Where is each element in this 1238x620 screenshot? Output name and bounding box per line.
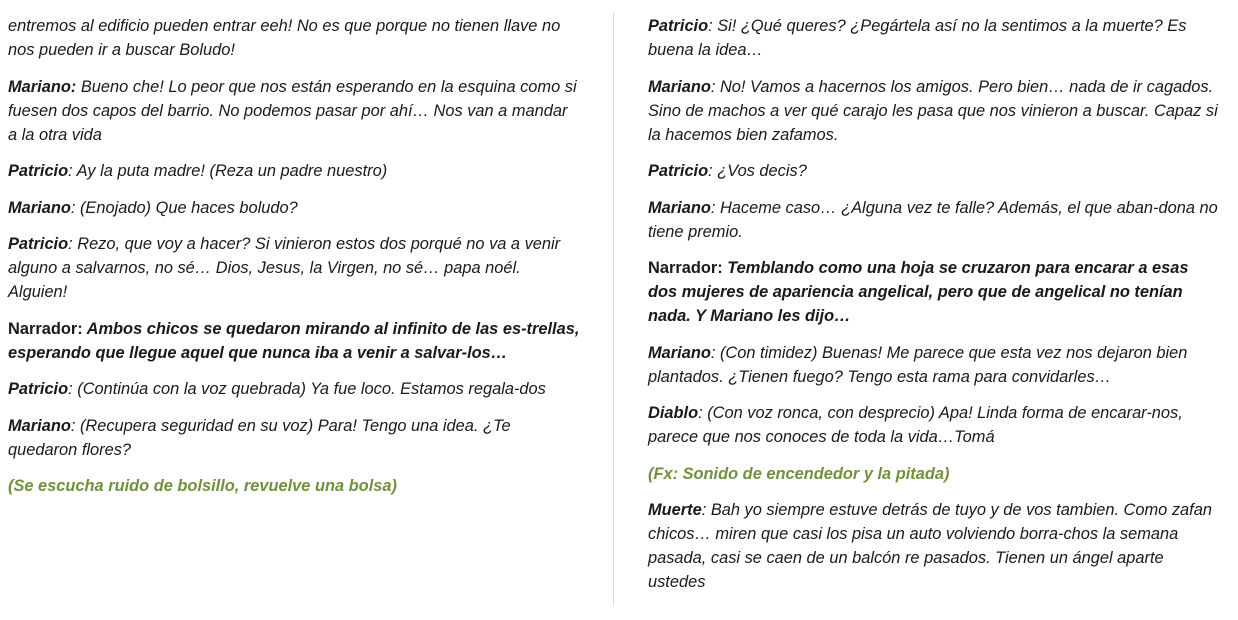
- script-paragraph: [648, 75, 1222, 147]
- speaker-name: Patricio: [648, 17, 709, 35]
- script-paragraph: [8, 377, 580, 401]
- speaker-name: Mariano: [8, 198, 71, 217]
- speaker-name: Patricio: [648, 162, 709, 180]
- dialogue-text: : Bah yo siempre estuve detrás de tuyo y de vos tambien. Como zafan chicos… miren que casi los pisa un auto volviendo borra-chos la semana pasada, casi se caen de un balcón re pasados. Tienen un ángel aparte ustedes: [648, 501, 1212, 591]
- narrator-text: Temblando como una hoja se cruzaron para encarar a esas dos mujeres de apariencia angelical, pero que de angelical no tenían nada. Y Mariano les dijo…: [648, 259, 1189, 325]
- script-paragraph: [648, 341, 1222, 389]
- script-paragraph: [648, 159, 1222, 183]
- speaker-name: Patricio: [8, 235, 69, 253]
- dialogue-text: : (Con timidez) Buenas! Me parece que esta vez nos dejaron bien plantados. ¿Tienen fuego? Tengo esta rama para convidarles…: [648, 343, 1188, 386]
- speaker-name: Patricio: [8, 162, 69, 180]
- stage-direction-text: (Fx: Sonido de encendedor y la pitada): [648, 464, 950, 483]
- dialogue-text: Bueno che! Lo peor que nos están esperando en la esquina como si fuesen dos capos del barrio. No podemos pasar por ahí… Nos van a mandar a la otra vida: [8, 77, 577, 144]
- dialogue-text: : Rezo, que voy a hacer? Si vinieron estos dos porqué no va a venir alguno a salvarnos, no sé… Dios, Jesus, la Virgen, no sé… papa noél. Alguien!: [8, 235, 561, 301]
- speaker-name: Mariano: [648, 343, 711, 362]
- dialogue-text: : ¿Vos decis?: [708, 162, 807, 180]
- script-paragraph: [8, 414, 580, 462]
- stage-direction: [648, 462, 1222, 486]
- right-column: [648, 14, 1222, 607]
- speaker-name: Muerte: [648, 501, 702, 519]
- dialogue-text: : Si! ¿Qué queres? ¿Pegártela así no la sentimos a la muerte? Es buena la idea…: [648, 17, 1187, 59]
- dialogue-text: entremos al edificio pueden entrar eeh! No es que porque no tienen llave no nos pueden ir a buscar Boludo!: [8, 17, 561, 59]
- dialogue-text: : Haceme caso… ¿Alguna vez te falle? Además, el que aban-dona no tiene premio.: [648, 198, 1218, 241]
- narrator-text: Ambos chicos se quedaron mirando al infinito de las es-trellas, esperando que llegue aquel que nunca iba a venir a salvar-los…: [8, 319, 580, 362]
- speaker-name: Mariano: [648, 77, 711, 96]
- narrator-label: Narrador:: [8, 319, 83, 338]
- speaker-name: Mariano:: [8, 77, 77, 96]
- dialogue-text: : No! Vamos a hacernos los amigos. Pero bien… nada de ir cagados. Sino de machos a ver qué carajo les pasa que nos vinieron a buscar. Capaz si la hacemos bien zafamos.: [648, 77, 1218, 144]
- left-column: [8, 14, 580, 511]
- column-divider: [613, 12, 614, 606]
- dialogue-text: : (Con voz ronca, con desprecio) Apa! Linda forma de encarar-nos, parece que nos conoces de toda la vida…Tomá: [648, 404, 1183, 446]
- script-paragraph: [648, 498, 1222, 594]
- narrator-label: Narrador:: [648, 259, 723, 277]
- script-paragraph: [8, 75, 580, 147]
- script-paragraph: [648, 196, 1222, 244]
- speaker-name: Mariano: [648, 198, 711, 217]
- script-paragraph: [8, 232, 580, 304]
- dialogue-text: : Ay la puta madre! (Reza un padre nuestro): [68, 162, 388, 180]
- speaker-name: Diablo: [648, 404, 699, 422]
- stage-direction-text: (Se escucha ruido de bolsillo, revuelve una bolsa): [8, 477, 397, 495]
- narrator-paragraph: [648, 256, 1222, 328]
- script-paragraph: [8, 159, 580, 183]
- speaker-name: Mariano: [8, 416, 71, 435]
- stage-direction: [8, 474, 580, 498]
- speaker-name: Patricio: [8, 380, 69, 398]
- script-paragraph: [8, 196, 580, 220]
- script-paragraph: [648, 14, 1222, 62]
- dialogue-text: : (Enojado) Que haces boludo?: [70, 198, 298, 217]
- script-paragraph: [8, 14, 580, 62]
- script-paragraph: [648, 401, 1222, 449]
- dialogue-text: : (Recupera seguridad en su voz) Para! Tengo una idea. ¿Te quedaron flores?: [8, 416, 511, 459]
- dialogue-text: : (Continúa con la voz quebrada) Ya fue loco. Estamos regala-dos: [68, 380, 546, 398]
- narrator-paragraph: [8, 317, 580, 365]
